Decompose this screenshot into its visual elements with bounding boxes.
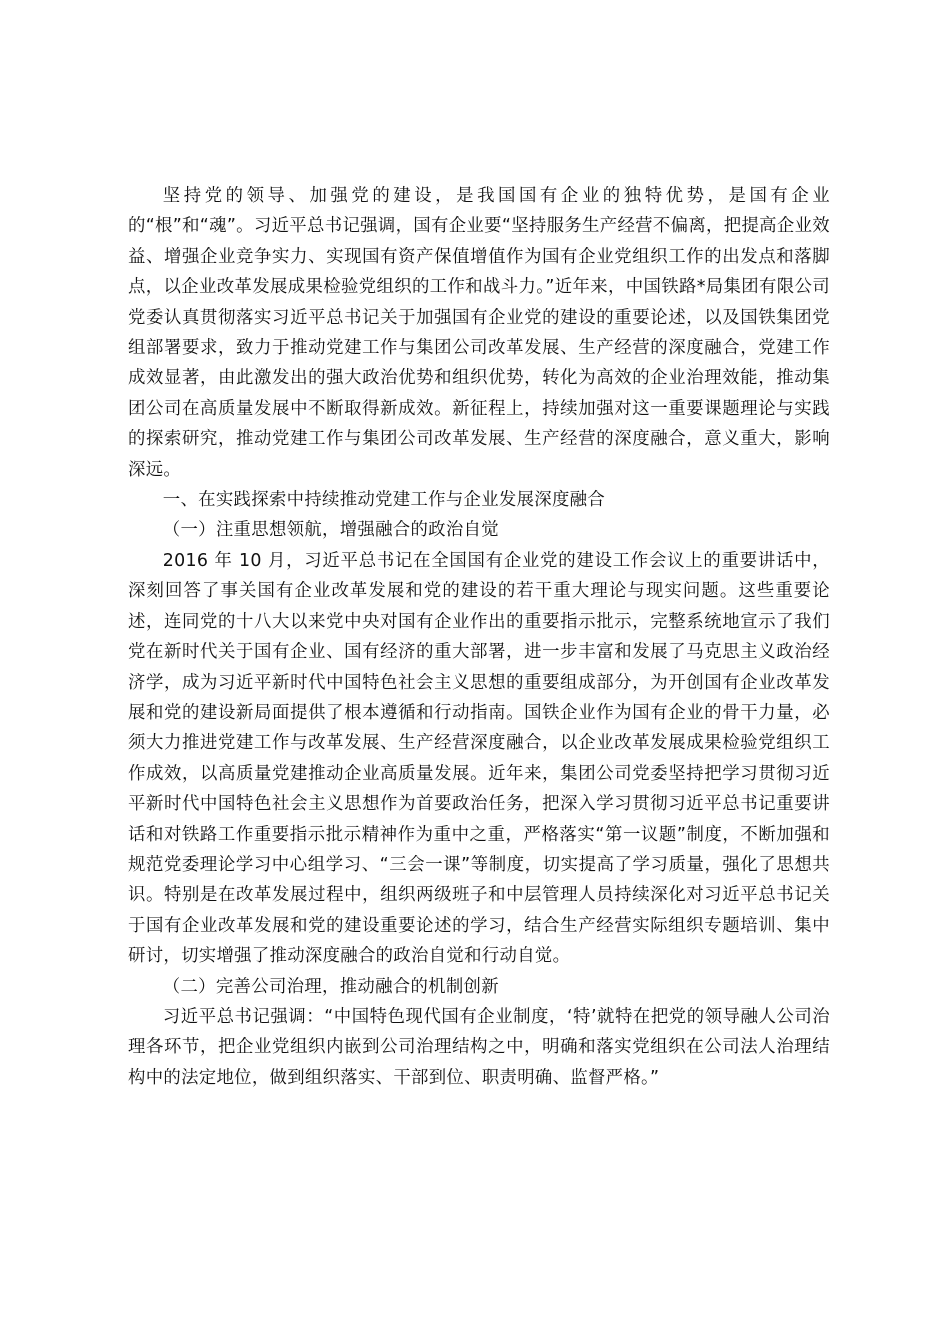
intro-paragraph: 坚持党的领导、加强党的建设，是我国国有企业的独特优势，是国有企业的“根”和“魂”。习近平总书记强调，国有企业要“坚持服务生产经营不偏离，把提高企业效益、增强企业竞争实力、实现国有资产保值增值作为国有企业党组织工作的出发点和落脚点，以企业改革发展成果检验党组织的工作和战斗力。”近年来，中国铁路*局集团有限公司党委认真贯彻落实习近平总书记关于加强国有企业党的建设的重要论述，以及国铁集团党组部署要求，致力于推动党建工作与集团公司改革发展、生产经营的深度融合，党建工作成效显著，由此激发出的强大政治优势和组织优势，转化为高效的企业治理效能，推动集团公司在高质量发展中不断取得新成效。新征程上，持续加强对这一重要课题理论与实践的探索研究，推动党建工作与集团公司改革发展、生产经营的深度融合，意义重大，影响深远。 xyxy=(128,186,830,480)
document-page xyxy=(128,181,830,1093)
section-heading-1: 一、在实践探索中持续推动党建工作与企业发展深度融合 xyxy=(162,490,606,511)
body-paragraph-2: 2016 年 10 月，习近平总书记在全国国有企业党的建设工作会议上的重要讲话中，深刻回答了事关国有企业改革发展和党的建设的若干重大理论与现实问题。这些重要论述，连同党的十八大以来党中央对国有企业作出的重要指示批示，完整系统地宣示了我们党在新时代关于国有企业、国有经济的重大部署，进一步丰富和发展了马克思主义政治经济学，成为习近平新时代中国特色社会主义思想的重要组成部分，为开创国有企业改革发展和党的建设新局面提供了根本遵循和行动指南。国铁企业作为国有企业的骨干力量，必须大力推进党建工作与改革发展、生产经营深度融合，以企业改革发展成果检验党组织工作成效，以高质量党建推动企业高质量发展。近年来，集团公司党委坚持把学习贯彻习近平新时代中国特色社会主义思想作为首要政治任务，把深入学习贯彻习近平总书记重要讲话和对铁路工作重要指示批示精神作为重中之重，严格落实“第一议题”制度，不断加强和规范党委理论学习中心组学习、“三会一课”等制度，切实提高了学习质量，强化了思想共识。特别是在改革发展过程中，组织两级班子和中层管理人员持续深化对习近平总书记关于国有企业改革发展和党的建设重要论述的学习，结合生产经营实际组织专题培训、集中研讨，切实增强了推动深度融合的政治自觉和行动自觉。 xyxy=(128,550,830,967)
subsection-heading-2: （二）完善公司治理，推动融合的机制创新 xyxy=(162,976,499,997)
subsection-heading-1: （一）注重思想领航，增强融合的政治自觉 xyxy=(162,520,499,541)
body-paragraph-3: 习近平总书记强调：“中国特色现代国有企业制度，‘特’就特在把党的领导融人公司治理各环节，把企业党组织内嵌到公司治理结构之中，明确和落实党组织在公司法人治理结构中的法定地位，做到组织落实、干部到位、职责明确、监督严格。” xyxy=(128,1006,830,1088)
